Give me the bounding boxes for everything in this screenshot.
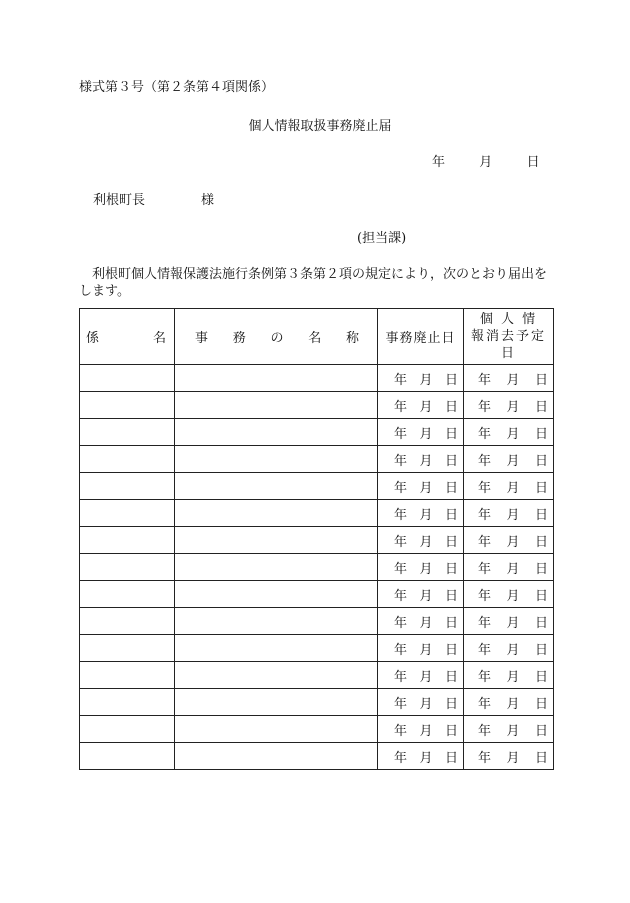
cell-deletion-date[interactable] — [464, 689, 554, 716]
department-label: (担当課) — [357, 231, 407, 246]
abolition-date-month: 月 — [419, 723, 433, 739]
abolition-date-year: 年 — [394, 696, 408, 712]
cell-deletion-date[interactable] — [464, 365, 554, 392]
cell-section[interactable] — [80, 689, 175, 716]
cell-abolition-date[interactable] — [378, 554, 464, 581]
cell-task-name[interactable] — [175, 635, 378, 662]
cell-deletion-date[interactable] — [464, 635, 554, 662]
deletion-date-month: 月 — [506, 372, 520, 388]
cell-section[interactable] — [80, 473, 175, 500]
addressee — [93, 193, 214, 209]
table-row — [80, 419, 554, 446]
cell-abolition-date[interactable] — [378, 527, 464, 554]
header-name-char: 事 — [195, 331, 209, 346]
deletion-date-day: 日 — [534, 750, 548, 766]
deletion-date-day: 日 — [534, 669, 548, 685]
header-deletion-schedule — [464, 309, 554, 365]
deletion-date-day: 日 — [534, 453, 548, 469]
abolition-date-year: 年 — [394, 426, 408, 442]
header-deletion-line1: 個 人 情 — [479, 312, 538, 327]
abolition-date-year: 年 — [394, 723, 408, 739]
abolition-date-day: 日 — [444, 750, 458, 766]
cell-deletion-date[interactable] — [464, 419, 554, 446]
abolition-date-day: 日 — [444, 723, 458, 739]
cell-task-name[interactable] — [175, 554, 378, 581]
deletion-date-month: 月 — [506, 615, 520, 631]
deletion-date-day: 日 — [534, 561, 548, 577]
deletion-date-year: 年 — [478, 642, 492, 658]
abolition-date-year: 年 — [394, 642, 408, 658]
deletion-date-day: 日 — [534, 588, 548, 604]
header-name-char: 務 — [232, 331, 246, 346]
cell-abolition-date[interactable] — [378, 500, 464, 527]
deletion-date-month: 月 — [506, 642, 520, 658]
cell-deletion-date[interactable] — [464, 743, 554, 770]
cell-task-name[interactable] — [175, 608, 378, 635]
cell-deletion-date[interactable] — [464, 527, 554, 554]
abolition-date-day: 日 — [444, 615, 458, 631]
table-row — [80, 500, 554, 527]
abolition-date-day: 日 — [444, 642, 458, 658]
cell-abolition-date[interactable] — [378, 473, 464, 500]
deletion-date-month: 月 — [506, 507, 520, 523]
abolition-date-year: 年 — [394, 507, 408, 523]
abolition-table — [79, 308, 554, 770]
cell-section[interactable] — [80, 581, 175, 608]
form-number: 様式第３号（第２条第４項関係） — [79, 80, 275, 95]
abolition-date-day: 日 — [444, 372, 458, 388]
abolition-date-month: 月 — [419, 534, 433, 550]
abolition-date-year: 年 — [394, 372, 408, 388]
cell-task-name[interactable] — [175, 689, 378, 716]
cell-task-name[interactable] — [175, 743, 378, 770]
cell-deletion-date[interactable] — [464, 500, 554, 527]
deletion-date-day: 日 — [534, 507, 548, 523]
header-section-left: 係 — [86, 331, 100, 346]
deletion-date-day: 日 — [534, 696, 548, 712]
cell-section[interactable] — [80, 743, 175, 770]
abolition-date-month: 月 — [419, 372, 433, 388]
abolition-date-month: 月 — [419, 615, 433, 631]
deletion-date-day: 日 — [534, 426, 548, 442]
abolition-date-month: 月 — [419, 669, 433, 685]
header-abolition-date-label: 事務廃止日 — [385, 331, 456, 346]
deletion-date-month: 月 — [506, 426, 520, 442]
cell-task-name[interactable] — [175, 473, 378, 500]
abolition-date-month: 月 — [419, 480, 433, 496]
abolition-date-year: 年 — [394, 588, 408, 604]
abolition-date-day: 日 — [444, 426, 458, 442]
abolition-date-month: 月 — [419, 453, 433, 469]
table-row — [80, 743, 554, 770]
date-day-label: 日 — [526, 155, 540, 170]
header-section-right: 名 — [152, 331, 166, 346]
deletion-date-year: 年 — [478, 615, 492, 631]
deletion-date-day: 日 — [534, 615, 548, 631]
deletion-date-year: 年 — [478, 453, 492, 469]
abolition-date-month: 月 — [419, 588, 433, 604]
abolition-date-month: 月 — [419, 399, 433, 415]
cell-deletion-date[interactable] — [464, 392, 554, 419]
deletion-date-day: 日 — [534, 372, 548, 388]
header-deletion-line3: 日 — [500, 346, 516, 361]
date-month-label: 月 — [479, 155, 493, 170]
abolition-date-month: 月 — [419, 750, 433, 766]
deletion-date-year: 年 — [478, 696, 492, 712]
cell-deletion-date[interactable] — [464, 662, 554, 689]
cell-section[interactable] — [80, 554, 175, 581]
abolition-date-month: 月 — [419, 426, 433, 442]
cell-section[interactable] — [80, 716, 175, 743]
table-row — [80, 581, 554, 608]
deletion-date-year: 年 — [478, 561, 492, 577]
abolition-date-day: 日 — [444, 669, 458, 685]
table-row — [80, 365, 554, 392]
deletion-date-month: 月 — [506, 399, 520, 415]
deletion-date-year: 年 — [478, 723, 492, 739]
cell-abolition-date[interactable] — [378, 689, 464, 716]
abolition-date-year: 年 — [394, 615, 408, 631]
abolition-date-day: 日 — [444, 588, 458, 604]
cell-deletion-date[interactable] — [464, 446, 554, 473]
deletion-date-year: 年 — [478, 507, 492, 523]
deletion-date-day: 日 — [534, 642, 548, 658]
abolition-date-year: 年 — [394, 561, 408, 577]
table-row — [80, 554, 554, 581]
deletion-date-year: 年 — [478, 399, 492, 415]
table-row — [80, 635, 554, 662]
cell-task-name[interactable] — [175, 446, 378, 473]
cell-abolition-date[interactable] — [378, 662, 464, 689]
deletion-date-month: 月 — [506, 480, 520, 496]
addressee-honorific: 様 — [201, 193, 215, 208]
deletion-date-year: 年 — [478, 534, 492, 550]
abolition-date-month: 月 — [419, 642, 433, 658]
deletion-date-month: 月 — [506, 453, 520, 469]
cell-task-name[interactable] — [175, 581, 378, 608]
cell-abolition-date[interactable] — [378, 716, 464, 743]
deletion-date-month: 月 — [506, 696, 520, 712]
deletion-date-day: 日 — [534, 534, 548, 550]
cell-section[interactable] — [80, 419, 175, 446]
abolition-date-month: 月 — [419, 696, 433, 712]
table-row — [80, 527, 554, 554]
deletion-date-month: 月 — [506, 561, 520, 577]
table-row — [80, 608, 554, 635]
deletion-date-month: 月 — [506, 750, 520, 766]
table-row — [80, 716, 554, 743]
cell-deletion-date[interactable] — [464, 581, 554, 608]
abolition-date-day: 日 — [444, 480, 458, 496]
cell-task-name[interactable] — [175, 419, 378, 446]
abolition-date-day: 日 — [444, 534, 458, 550]
abolition-date-day: 日 — [444, 453, 458, 469]
abolition-date-day: 日 — [444, 399, 458, 415]
cell-deletion-date[interactable] — [464, 716, 554, 743]
cell-abolition-date[interactable] — [378, 608, 464, 635]
table-row — [80, 689, 554, 716]
abolition-date-year: 年 — [394, 399, 408, 415]
table-header-row — [80, 309, 554, 365]
deletion-date-month: 月 — [506, 588, 520, 604]
table-row — [80, 662, 554, 689]
abolition-date-month: 月 — [419, 561, 433, 577]
table-body — [80, 365, 554, 770]
abolition-date-day: 日 — [444, 507, 458, 523]
header-name-char: 名 — [308, 331, 322, 346]
header-name-char: 称 — [345, 331, 359, 346]
cell-section[interactable] — [80, 392, 175, 419]
cell-section[interactable] — [80, 446, 175, 473]
cell-task-name[interactable] — [175, 662, 378, 689]
cell-abolition-date[interactable] — [378, 743, 464, 770]
table-row — [80, 473, 554, 500]
cell-task-name[interactable] — [175, 716, 378, 743]
deletion-date-month: 月 — [506, 534, 520, 550]
cell-section[interactable] — [80, 365, 175, 392]
cell-abolition-date[interactable] — [378, 365, 464, 392]
cell-section[interactable] — [80, 635, 175, 662]
table-row — [80, 392, 554, 419]
header-name-char: の — [270, 331, 284, 346]
cell-abolition-date[interactable] — [378, 446, 464, 473]
deletion-date-day: 日 — [534, 480, 548, 496]
cell-task-name[interactable] — [175, 392, 378, 419]
submission-date — [432, 155, 540, 171]
cell-section[interactable] — [80, 608, 175, 635]
deletion-date-year: 年 — [478, 588, 492, 604]
cell-task-name[interactable] — [175, 527, 378, 554]
body-text: 利根町個人情報保護法施行条例第３条第２項の規定により，次のとおり届出をします。 — [79, 267, 548, 299]
header-abolition-date — [378, 309, 464, 365]
cell-abolition-date[interactable] — [378, 419, 464, 446]
abolition-date-day: 日 — [444, 561, 458, 577]
cell-section[interactable] — [80, 500, 175, 527]
header-deletion-line2: 報消去予定 — [470, 329, 546, 344]
deletion-date-day: 日 — [534, 723, 548, 739]
cell-task-name[interactable] — [175, 365, 378, 392]
deletion-date-day: 日 — [534, 399, 548, 415]
deletion-date-year: 年 — [478, 372, 492, 388]
deletion-date-year: 年 — [478, 480, 492, 496]
header-task-name — [175, 309, 378, 365]
addressee-name: 利根町長 — [93, 193, 146, 208]
cell-section[interactable] — [80, 527, 175, 554]
cell-task-name[interactable] — [175, 500, 378, 527]
cell-section[interactable] — [80, 662, 175, 689]
cell-abolition-date[interactable] — [378, 392, 464, 419]
document-title: 個人情報取扱事務廃止届 — [248, 119, 392, 134]
abolition-date-year: 年 — [394, 453, 408, 469]
abolition-date-day: 日 — [444, 696, 458, 712]
abolition-date-year: 年 — [394, 480, 408, 496]
abolition-date-month: 月 — [419, 507, 433, 523]
abolition-date-year: 年 — [394, 750, 408, 766]
table-row — [80, 446, 554, 473]
cell-abolition-date[interactable] — [378, 635, 464, 662]
abolition-date-year: 年 — [394, 534, 408, 550]
cell-abolition-date[interactable] — [378, 581, 464, 608]
deletion-date-year: 年 — [478, 426, 492, 442]
header-section — [80, 309, 175, 365]
cell-deletion-date[interactable] — [464, 608, 554, 635]
deletion-date-year: 年 — [478, 669, 492, 685]
abolition-date-year: 年 — [394, 669, 408, 685]
date-year-label: 年 — [432, 155, 446, 170]
deletion-date-month: 月 — [506, 669, 520, 685]
cell-deletion-date[interactable] — [464, 554, 554, 581]
deletion-date-year: 年 — [478, 750, 492, 766]
cell-deletion-date[interactable] — [464, 473, 554, 500]
deletion-date-month: 月 — [506, 723, 520, 739]
